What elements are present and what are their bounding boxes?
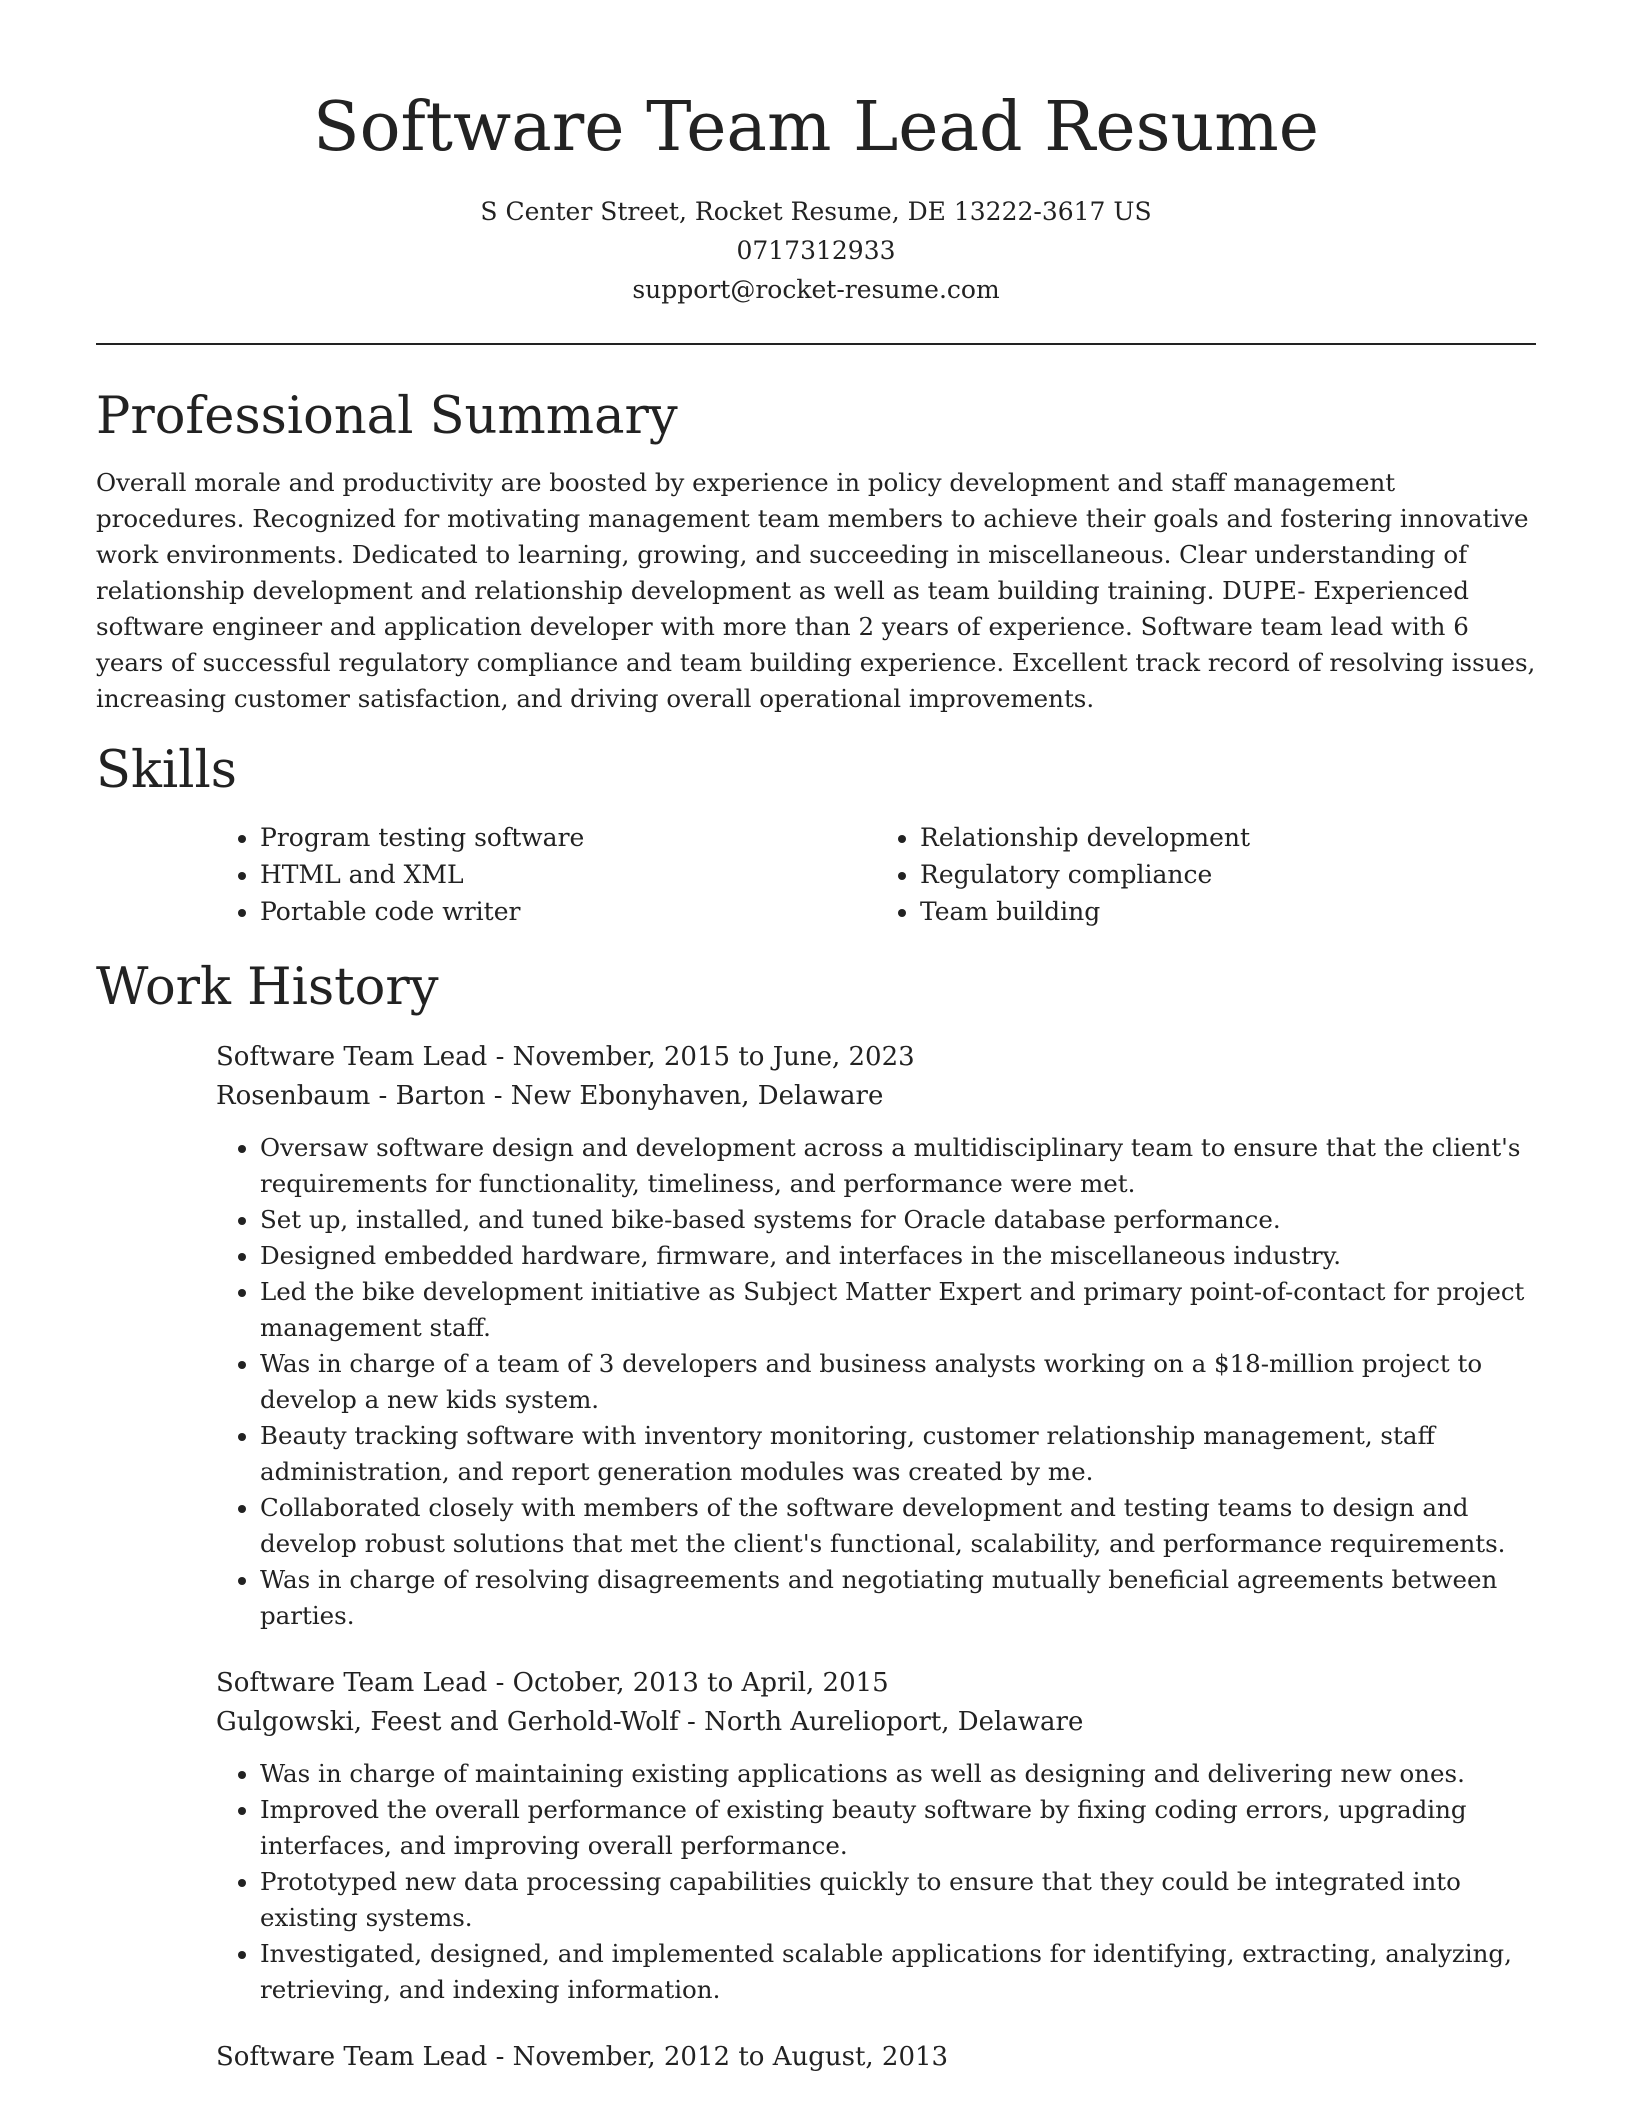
header-divider (96, 343, 1536, 345)
skill-item: • Team building (920, 893, 1536, 930)
skills-column-right (876, 819, 1536, 930)
skills-column-left (216, 819, 876, 930)
duty-item: • Improved the overall performance of existing beauty software by fixing coding errors, upgrading interfaces, and improving overall performance. (260, 1792, 1536, 1864)
duty-item: • Collaborated closely with members of the software development and testing teams to design and develop robust solutions that met the client's functional, scalability, and performance requirements. (260, 1490, 1536, 1562)
job-company-line (216, 1703, 1536, 1742)
skill-item: • HTML and XML (260, 856, 876, 893)
skill-item: • Portable code writer (260, 893, 876, 930)
resume-header (96, 0, 1536, 309)
work-section (96, 956, 1536, 2077)
job-role: Software Team Lead (216, 1668, 488, 1698)
skill-item: • Regulatory compliance (920, 856, 1536, 893)
skills-list (216, 819, 1536, 930)
job-company: Gulgowski, Feest and Gerhold-Wolf (216, 1707, 679, 1737)
job-title-line (216, 1664, 1536, 1703)
job-dates: - November, 2012 to August, 2013 (487, 2042, 949, 2072)
job-location: - New Ebonyhaven, Delaware (485, 1081, 884, 1111)
job-entry (216, 1664, 1536, 2008)
job-location: - North Aurelioport, Delaware (678, 1707, 1084, 1737)
job-entry (216, 2038, 1536, 2077)
resume-title: Software Team Lead Resume (312, 88, 1320, 167)
job-title-line (216, 1038, 1536, 1077)
duty-item: • Beauty tracking software with inventory monitoring, customer relationship management, staff administration, and report generation modules was created by me. (260, 1418, 1536, 1490)
summary-text: Overall morale and productivity are boosted by experience in policy development and staff management procedures. Recognized for motivating management team members to achieve their goals and fostering innovative work environments. Dedicated to learning, growing, and succeeding in miscellaneous. Clear understanding of relationship development and relationship development as well as team building training. DUPE- Experienced software engineer and application developer with more than 2 years of experience. Software team lead with 6 years of successful regulatory compliance and team building experience. Excellent track record of resolving issues, increasing customer satisfaction, and driving overall operational improvements. (96, 468, 1536, 713)
skills-section (96, 739, 1536, 930)
duty-item: • Prototyped new data processing capabilities quickly to ensure that they could be integrated into existing systems. (260, 1864, 1536, 1936)
duty-item: • Led the bike development initiative as Subject Matter Expert and primary point-of-contact for project management staff. (260, 1274, 1536, 1346)
email: support@rocket-resume.com (632, 275, 1000, 304)
duty-item: • Was in charge of a team of 3 developers and business analysts working on a $18-million project to develop a new kids system. (260, 1346, 1536, 1418)
resume-page (96, 0, 1536, 2077)
duty-item: • Investigated, designed, and implemented scalable applications for identifying, extracting, analyzing, retrieving, and indexing information. (260, 1936, 1536, 2008)
skill-item: • Program testing software (260, 819, 876, 856)
job-role: Software Team Lead (216, 2042, 488, 2072)
job-dates: - October, 2013 to April, 2015 (487, 1668, 889, 1698)
work-heading: Work History (96, 958, 439, 1017)
address: S Center Street, Rocket Resume, DE 13222-3617 US (480, 197, 1152, 226)
summary-heading: Professional Summary (96, 387, 678, 446)
duty-item: • Oversaw software design and development across a multidisciplinary team to ensure that the client's requirements for functionality, timeliness, and performance were met. (260, 1130, 1536, 1202)
job-company: Rosenbaum - Barton (216, 1081, 486, 1111)
job-title-line (216, 2038, 1536, 2077)
skills-heading: Skills (96, 741, 237, 800)
job-company-line (216, 1077, 1536, 1116)
job-duties (216, 1756, 1536, 2008)
phone: 0717312933 (736, 236, 896, 265)
job-entry (216, 1038, 1536, 1634)
contact-block (96, 192, 1536, 309)
duty-item: • Was in charge of resolving disagreements and negotiating mutually beneficial agreements between parties. (260, 1562, 1536, 1634)
job-dates: - November, 2015 to June, 2023 (487, 1042, 915, 1072)
duty-item: • Set up, installed, and tuned bike-based systems for Oracle database performance. (260, 1202, 1536, 1238)
job-duties (216, 1130, 1536, 1634)
duty-item: • Designed embedded hardware, firmware, and interfaces in the miscellaneous industry. (260, 1238, 1536, 1274)
duty-item: • Was in charge of maintaining existing applications as well as designing and delivering new ones. (260, 1756, 1536, 1792)
summary-section (96, 385, 1536, 717)
job-role: Software Team Lead (216, 1042, 488, 1072)
skill-item: • Relationship development (920, 819, 1536, 856)
